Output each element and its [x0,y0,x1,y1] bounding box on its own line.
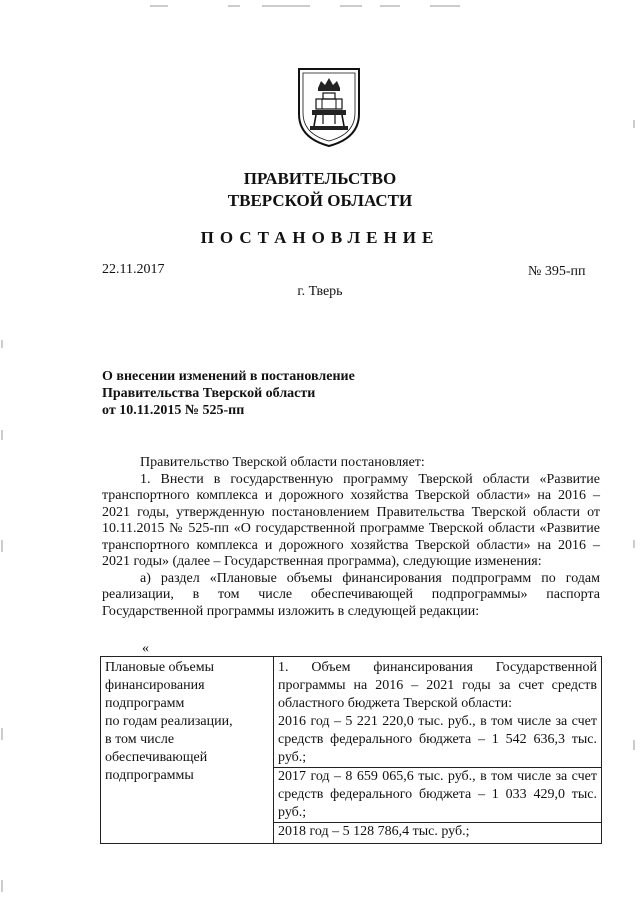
document-body [102,455,600,620]
body-item-1: 1. Внести в государственную программу Тверской области «Развитие транспортного комплекса и дорожного хозяйства Тверской области» на 2016 – 2021 годы, утвержденную постановлением Правительства Тверской области от 10.11.2015 № 525-пп «О государственной программе Тверской области «Развитие транспортного комплекса и дорожного хозяйства Тверской области» на 2016 – 2021 годы» (далее – Государственная программа), следующие изменения: [102,471,600,569]
subject-line-2: Правительства Тверской области [102,386,316,401]
document-number: № 395-пп [528,264,586,279]
label-line: по годам реализации, [105,714,233,729]
table-row [101,657,602,844]
label-line: финансирования [105,678,205,693]
label-line: Плановые объемы [105,660,215,675]
table-value-cell [274,657,602,844]
document-subject [102,368,355,419]
body-item-a: а) раздел «Плановые объемы финансирования подпрограмм по годам реализации, в том числе обеспечивающей подпрограммы» паспорта Государственной программы изложить в следующей редакции: [102,570,600,619]
tver-coat-of-arms-emblem [296,66,362,148]
label-line: в том числе [105,732,175,747]
label-line: обеспечивающей [105,750,208,765]
body-intro: Правительство Тверской области постановляет: [140,455,425,470]
label-line: подпрограмм [105,696,185,711]
subject-line-1: О внесении изменений в постановление [102,369,355,384]
opening-quote: « [142,641,149,656]
financing-head: 1. Объем финансирования Государственной программы на 2016 – 2021 годы за счет средств областного бюджета Тверской области: [278,660,597,711]
financing-2017: 2017 год – 8 659 065,6 тыс. руб., в том числе за счет средств федерального бюджета – 1 033 429,0 тыс. руб.; [274,767,601,822]
authority-line-2: ТВЕРСКОЙ ОБЛАСТИ [227,191,413,210]
document-city: г. Тверь [297,284,343,299]
document-type-title: ПОСТАНОВЛЕНИЕ [200,228,440,247]
authority-line-1: ПРАВИТЕЛЬСТВО [243,169,397,188]
financing-2016: 2016 год – 5 221 220,0 тыс. руб., в том числе за счет средств федерального бюджета – 1 542 636,3 тыс. руб.; [278,714,597,765]
table-label-cell [101,657,274,844]
label-line: подпрограммы [105,768,194,783]
financing-2018: 2018 год – 5 128 786,4 тыс. руб.; [274,822,601,841]
document-date: 22.11.2017 [102,262,165,277]
subject-line-3: от 10.11.2015 № 525-пп [102,403,245,418]
issuing-authority [0,168,640,212]
financing-table [100,656,602,844]
